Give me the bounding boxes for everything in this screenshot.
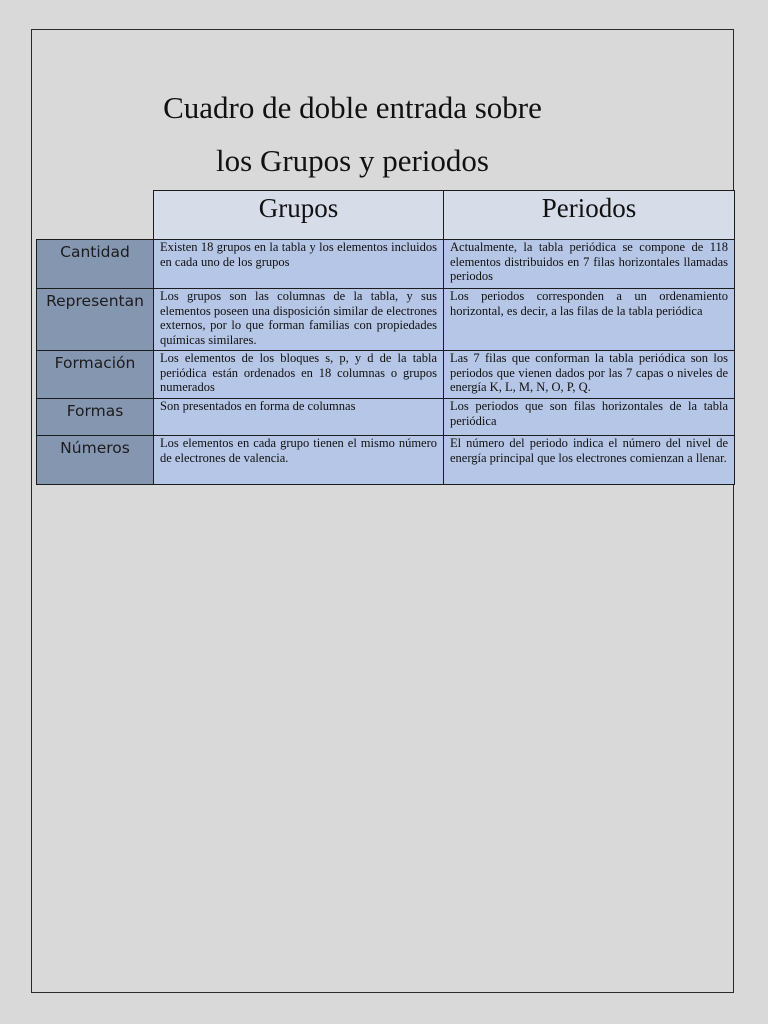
table-row bbox=[37, 351, 735, 399]
table-cell-grupos: Los grupos son las columnas de la tabla, y sus elementos poseen una disposición similar de electrones externos, por lo que forman familias con propiedades químicas similares. bbox=[154, 289, 444, 351]
row-header-formas: Formas bbox=[37, 399, 154, 436]
column-header-periodos: Periodos bbox=[444, 191, 735, 240]
comparison-table bbox=[36, 190, 735, 485]
table-cell-periodos: El número del periodo indica el número del nivel de energía principal que los electrones comienzan a llenar. bbox=[444, 436, 735, 485]
row-header-numeros: Números bbox=[37, 436, 154, 485]
table-cell-grupos: Los elementos en cada grupo tienen el mismo número de electrones de valencia. bbox=[154, 436, 444, 485]
document-page bbox=[31, 29, 734, 993]
table-cell-grupos: Son presentados en forma de columnas bbox=[154, 399, 444, 436]
row-header-formacion: Formación bbox=[37, 351, 154, 399]
table-cell-periodos: Actualmente, la tabla periódica se compone de 118 elementos distribuidos en 7 filas horizontales llamadas periodos bbox=[444, 240, 735, 289]
table-row bbox=[37, 240, 735, 289]
row-header-cantidad: Cantidad bbox=[37, 240, 154, 289]
table-row bbox=[37, 436, 735, 485]
table-cell-periodos: Los periodos que son filas horizontales de la tabla periódica bbox=[444, 399, 735, 436]
document-title-line-2: los Grupos y periodos bbox=[216, 143, 489, 178]
table-cell-grupos: Existen 18 grupos en la tabla y los elementos incluidos en cada uno de los grupos bbox=[154, 240, 444, 289]
table-cell-periodos: Las 7 filas que conforman la tabla periódica son los periodos que vienen dados por las 7 capas o niveles de energía K, L, M, N, O, P, Q. bbox=[444, 351, 735, 399]
document-title-line-1: Cuadro de doble entrada sobre bbox=[163, 90, 542, 125]
table-row bbox=[37, 289, 735, 351]
table-cell-periodos: Los periodos corresponden a un ordenamiento horizontal, es decir, a las filas de la tabla periódica bbox=[444, 289, 735, 351]
row-header-representan: Representan bbox=[37, 289, 154, 351]
table-row bbox=[37, 399, 735, 436]
table-header-row bbox=[37, 191, 735, 240]
table-cell-grupos: Los elementos de los bloques s, p, y d de la tabla periódica están ordenados en 18 columnas o grupos numerados bbox=[154, 351, 444, 399]
column-header-grupos: Grupos bbox=[154, 191, 444, 240]
table-corner bbox=[37, 191, 154, 240]
